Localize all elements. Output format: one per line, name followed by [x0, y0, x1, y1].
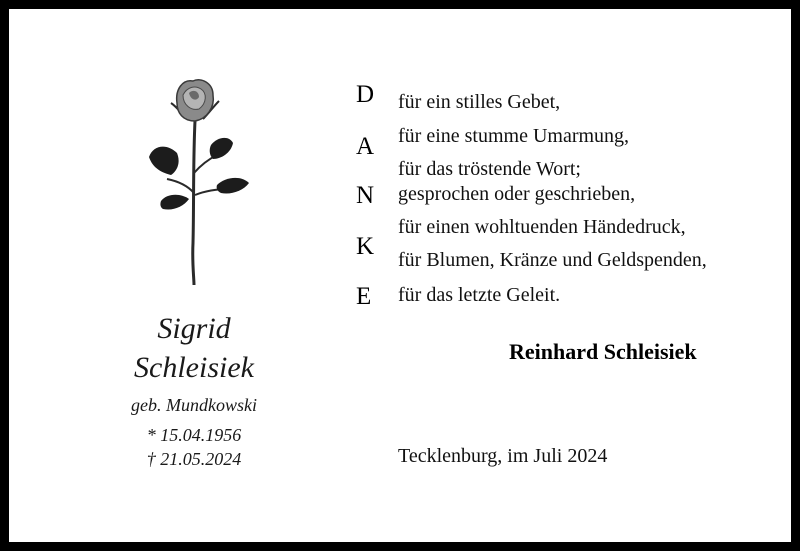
birth-name: geb. Mundkowski — [131, 395, 257, 415]
thanks-line: für Blumen, Kränze und Geldspenden, — [398, 249, 707, 271]
place-and-date: Tecklenburg, im Juli 2024 — [398, 445, 608, 467]
deceased-first-name: Sigrid — [157, 312, 231, 345]
danke-letter-a: A — [356, 133, 375, 160]
birth-date: * 15.04.1956 — [146, 425, 242, 445]
thanks-line: für ein stilles Gebet, — [398, 91, 561, 113]
thanks-line: gesprochen oder geschrieben, — [398, 183, 636, 205]
deceased-last-name: Schleisiek — [134, 351, 254, 384]
rose-icon — [137, 73, 257, 288]
thanks-line: für einen wohltuenden Händedruck, — [398, 216, 686, 238]
thanks-line: für das letzte Geleit. — [398, 284, 561, 306]
danke-letter-d: D — [356, 81, 375, 108]
signer-name: Reinhard Schleisiek — [509, 339, 697, 364]
danke-letter-n: N — [356, 182, 375, 209]
danke-letter-e: E — [356, 283, 372, 310]
death-date: † 21.05.2024 — [146, 449, 242, 469]
thanks-line: für eine stumme Umarmung, — [398, 125, 630, 147]
thanks-line: für das tröstende Wort; — [398, 158, 581, 180]
danke-letter-k: K — [356, 233, 375, 260]
